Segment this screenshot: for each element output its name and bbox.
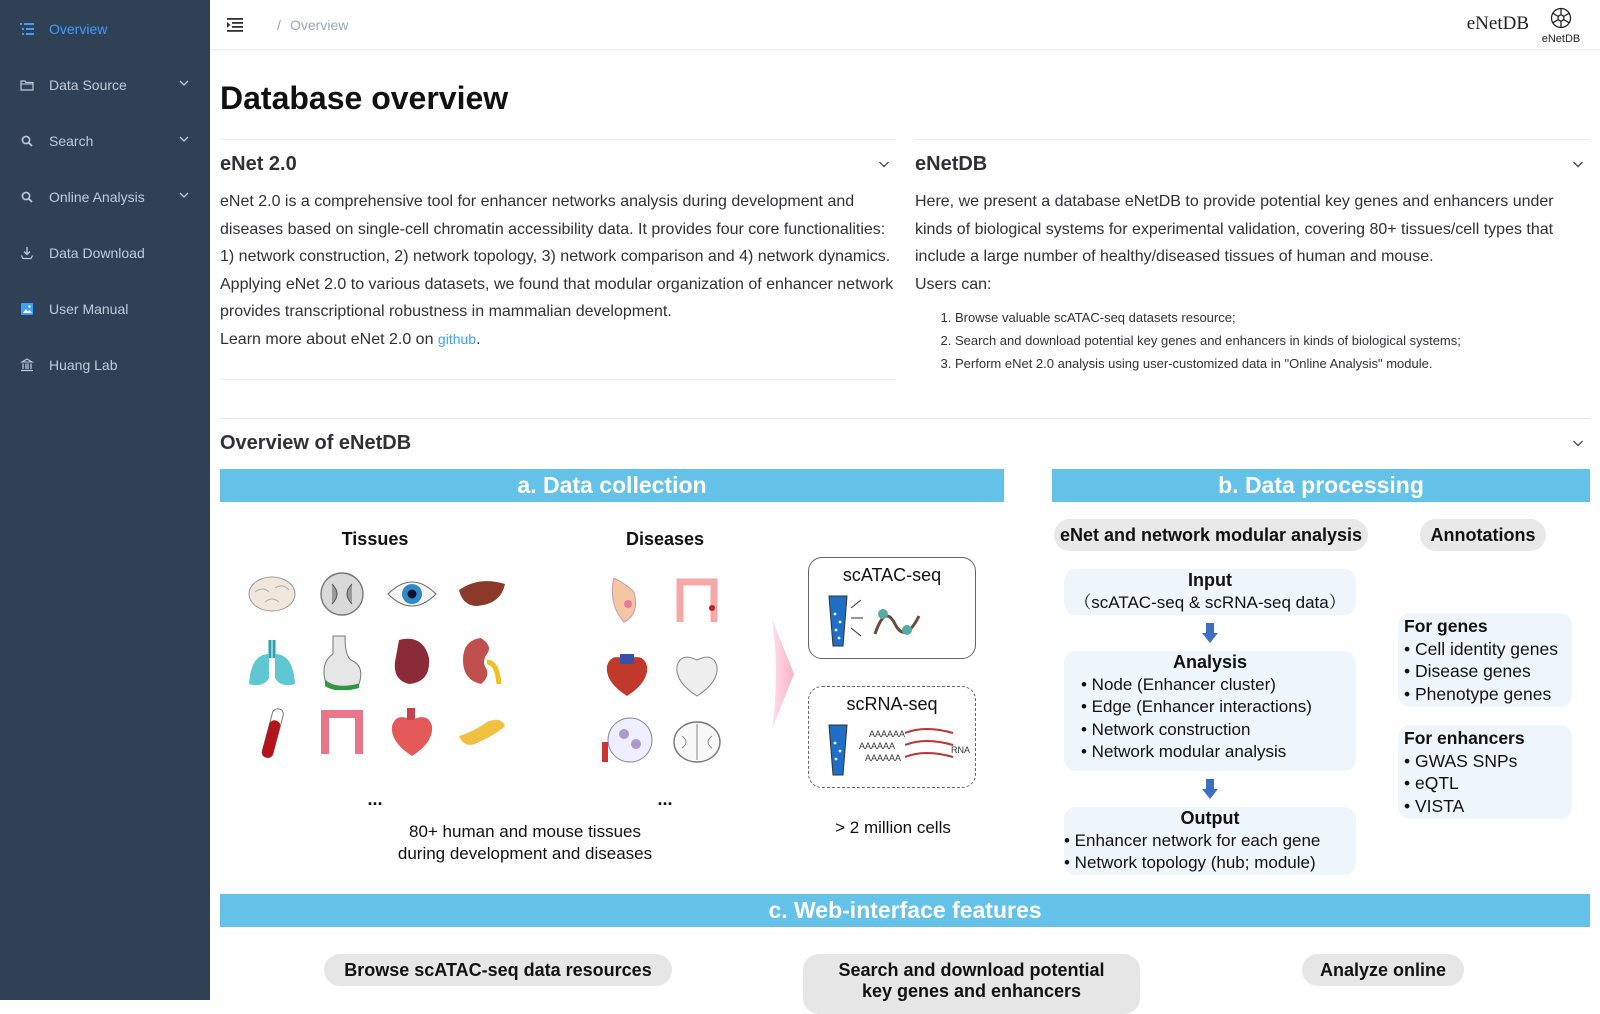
enhancers-annotation-box bbox=[1398, 725, 1572, 819]
colon-disease-icon bbox=[670, 572, 724, 630]
sidebar-item-label: Data Download bbox=[49, 245, 145, 261]
download-icon bbox=[20, 246, 34, 260]
feature-list bbox=[915, 306, 1590, 375]
sidebar-item-online-analysis[interactable] bbox=[0, 169, 210, 225]
cells-count: > 2 million cells bbox=[835, 818, 951, 837]
band-data-processing: b. Data processing bbox=[1052, 469, 1590, 502]
scatac-box bbox=[808, 557, 976, 659]
scrna-box bbox=[808, 686, 976, 788]
input-box bbox=[1064, 569, 1356, 615]
band-web-interface: c. Web-interface features bbox=[220, 894, 1590, 927]
overview-panel-header[interactable] bbox=[220, 419, 1590, 467]
liver-icon bbox=[455, 564, 509, 622]
rna-label: RNA bbox=[951, 745, 971, 755]
genes-annotation-box bbox=[1398, 613, 1572, 707]
sidebar-item-label: Huang Lab bbox=[49, 357, 118, 373]
rna-strands-icon bbox=[905, 727, 957, 763]
enet-panel-header[interactable] bbox=[220, 140, 896, 188]
pancreas-icon bbox=[455, 704, 509, 762]
topbar bbox=[210, 0, 1600, 50]
list-icon bbox=[20, 22, 34, 36]
sidebar-item-data-source[interactable] bbox=[0, 57, 210, 113]
output-item: • Enhancer network for each gene bbox=[1064, 830, 1321, 850]
down-arrow-icon bbox=[1202, 623, 1218, 643]
heart-outline-icon bbox=[670, 644, 724, 702]
overview-panel bbox=[220, 418, 1590, 467]
tube-icon bbox=[823, 723, 853, 779]
enhancers-item: • VISTA bbox=[1404, 795, 1465, 816]
analysis-box bbox=[1064, 651, 1356, 771]
chevron-down-icon bbox=[178, 133, 190, 145]
chevron-down-icon bbox=[1572, 158, 1584, 170]
caption-line: 80+ human and mouse tissues bbox=[408, 822, 641, 841]
genes-title: For genes bbox=[1404, 616, 1488, 636]
feature-search-pill bbox=[803, 954, 1140, 1014]
output-item: • Network topology (hub; module) bbox=[1064, 853, 1316, 872]
enhancers-title: For enhancers bbox=[1404, 728, 1525, 748]
folder-icon bbox=[20, 78, 34, 92]
stomach-icon bbox=[315, 632, 369, 690]
analysis-item: • Edge (Enhancer interactions) bbox=[1081, 697, 1312, 716]
output-title: Output bbox=[1180, 808, 1240, 828]
enet-panel bbox=[220, 139, 896, 380]
period: . bbox=[476, 330, 481, 348]
enetdb-body-text: Here, we present a database eNetDB to provide potential key genes and enhancers under kinds of biological systems for experimental validation, covering 80+ tissues/cell types that include a large number of healthy/diseased tissues of human and mouse. bbox=[915, 193, 1554, 266]
learn-more-text: Learn more about eNet 2.0 on bbox=[220, 330, 438, 348]
diseases-label: Diseases bbox=[625, 529, 705, 549]
image-icon bbox=[20, 302, 34, 316]
analysis-item: • Network construction bbox=[1081, 719, 1251, 739]
search-icon bbox=[20, 134, 34, 148]
enetdb-panel-header[interactable] bbox=[915, 140, 1590, 188]
search-icon bbox=[20, 190, 34, 204]
panel-title: eNet 2.0 bbox=[220, 152, 297, 175]
logo-label: eNetDB bbox=[1541, 33, 1581, 45]
panel-title: eNetDB bbox=[915, 152, 988, 175]
sidebar-item-label: Search bbox=[49, 133, 94, 149]
page-title: Database overview bbox=[220, 80, 509, 116]
scatac-label: scATAC-seq bbox=[842, 565, 942, 585]
enetdb-logo[interactable] bbox=[1538, 6, 1584, 44]
annotations-pill: Annotations bbox=[1420, 519, 1546, 551]
breadcrumb: Overview bbox=[290, 17, 349, 33]
enhancers-item: • eQTL bbox=[1404, 773, 1459, 793]
sidebar-item-data-download[interactable] bbox=[0, 225, 210, 281]
cells-icon bbox=[600, 712, 654, 770]
breadcrumb-separator: / bbox=[277, 17, 281, 33]
analysis-item: • Network modular analysis bbox=[1081, 742, 1287, 761]
sidebar-item-label: Online Analysis bbox=[49, 189, 145, 205]
polya-label: AAAAAA bbox=[865, 753, 902, 763]
polya-label: AAAAAA bbox=[869, 729, 906, 739]
diseases-ellipsis: ... bbox=[657, 789, 673, 809]
genes-item: • Cell identity genes bbox=[1404, 638, 1558, 659]
users-can-text: Users can: bbox=[915, 275, 992, 293]
enet-description bbox=[220, 188, 896, 354]
genes-item: • Disease genes bbox=[1404, 661, 1531, 681]
list-item: 1. Browse valuable scATAC-seq datasets resource; bbox=[955, 306, 1590, 329]
feature-analyze-pill: Analyze online bbox=[1302, 954, 1464, 986]
blood-tube-icon bbox=[245, 704, 299, 762]
github-link[interactable]: github bbox=[437, 330, 477, 347]
band-data-collection: a. Data collection bbox=[220, 469, 1004, 502]
spleen-icon bbox=[385, 632, 439, 690]
brain-icon bbox=[245, 564, 299, 622]
polya-label: AAAAAA bbox=[859, 741, 896, 751]
sidebar-item-user-manual[interactable] bbox=[0, 281, 210, 337]
chevron-down-icon bbox=[1572, 437, 1584, 449]
caption-line: during development and diseases bbox=[397, 844, 653, 863]
right-arrow-icon bbox=[768, 619, 796, 729]
sidebar-item-label: Overview bbox=[49, 21, 108, 37]
list-item: 2. Search and download potential key genes and enhancers in kinds of biological systems; bbox=[955, 329, 1590, 352]
breast-icon bbox=[600, 572, 654, 630]
chevron-down-icon bbox=[178, 77, 190, 89]
enetdb-description bbox=[915, 188, 1590, 375]
overview-figure bbox=[220, 469, 1590, 1000]
heart-disease-icon bbox=[600, 644, 654, 702]
feature-browse-pill: Browse scATAC-seq data resources bbox=[324, 954, 672, 986]
list-item: 3. Perform eNet 2.0 analysis using user-customized data in "Online Analysis" module. bbox=[955, 352, 1590, 375]
chevron-down-icon bbox=[878, 158, 890, 170]
tissues-caption bbox=[370, 821, 680, 865]
sidebar bbox=[0, 0, 210, 1000]
brain-outline-icon bbox=[670, 712, 724, 770]
eye-icon bbox=[385, 564, 439, 622]
enhancers-item: • GWAS SNPs bbox=[1404, 750, 1518, 771]
enetdb-panel bbox=[915, 139, 1590, 375]
tissues-ellipsis: ... bbox=[367, 789, 383, 809]
sidebar-item-search[interactable] bbox=[0, 113, 210, 169]
chevron-down-icon bbox=[178, 189, 190, 201]
feature-line: Search and download potential bbox=[838, 960, 1105, 980]
building-icon bbox=[20, 358, 34, 372]
output-box bbox=[1064, 807, 1356, 875]
hamburger-icon[interactable] bbox=[226, 16, 244, 34]
spinal-cord-icon bbox=[315, 564, 369, 622]
sidebar-item-huang-lab[interactable] bbox=[0, 337, 210, 393]
down-arrow-icon bbox=[1202, 779, 1218, 799]
heart-icon bbox=[385, 704, 439, 762]
panel-title: Overview of eNetDB bbox=[220, 431, 412, 454]
sidebar-item-label: User Manual bbox=[49, 301, 129, 317]
colon-icon bbox=[315, 704, 369, 762]
network-logo-icon bbox=[1549, 6, 1573, 30]
feature-line: key genes and enhancers bbox=[861, 981, 1082, 1001]
input-title: Input bbox=[1188, 570, 1232, 590]
scatac-illustration bbox=[823, 594, 933, 650]
analysis-title: Analysis bbox=[1172, 652, 1248, 672]
sidebar-item-label: Data Source bbox=[49, 77, 127, 93]
brand-name: eNetDB bbox=[1466, 13, 1529, 34]
enet-body-text: eNet 2.0 is a comprehensive tool for enhancer networks analysis during development and diseases based on single-cell chromatin accessibility data. It provides four core functionalities: 1) network construction, 2) network topology, 3) network comparison and 4) network dynamics. Applying eNet 2.0 to various datasets, we found that modular organization of enhancer network provides transcriptional robustness in mammalian development. bbox=[220, 193, 894, 321]
scrna-label: scRNA-seq bbox=[846, 694, 938, 714]
sidebar-item-overview[interactable] bbox=[0, 1, 210, 57]
enet-analysis-pill: eNet and network modular analysis bbox=[1054, 519, 1368, 551]
input-text: （scATAC-seq & scRNA-seq data） bbox=[1074, 592, 1346, 612]
lungs-icon bbox=[245, 632, 299, 690]
kidney-icon bbox=[455, 632, 509, 690]
analysis-item: • Node (Enhancer cluster) bbox=[1081, 674, 1276, 694]
genes-item: • Phenotype genes bbox=[1404, 683, 1552, 704]
tissues-label: Tissues bbox=[341, 529, 409, 549]
